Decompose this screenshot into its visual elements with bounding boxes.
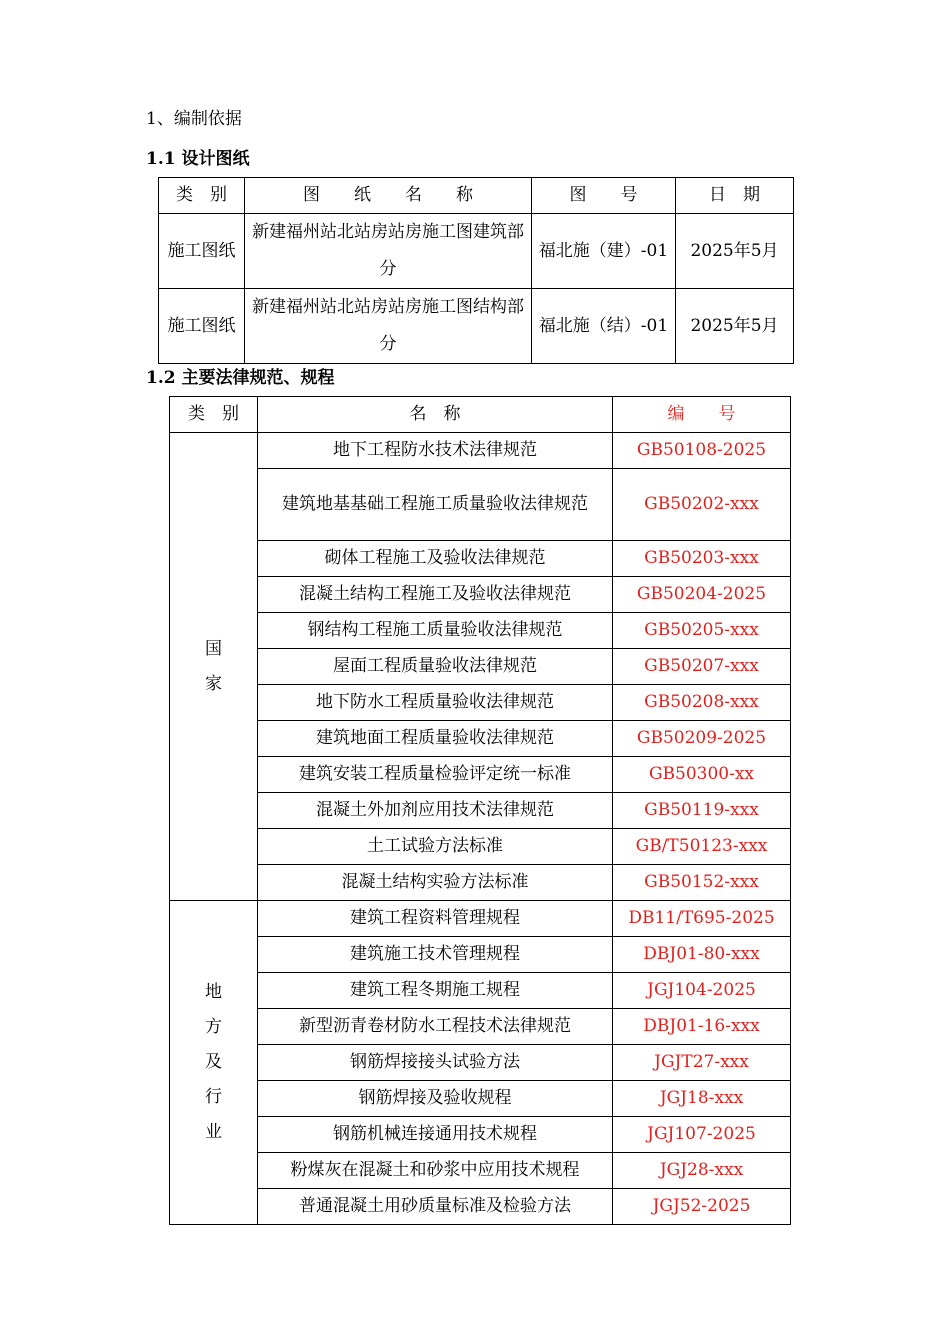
header-category: 类 别 xyxy=(159,178,245,214)
standard-name: 混凝土结构实验方法标准 xyxy=(258,865,613,901)
table-row xyxy=(170,1117,791,1153)
standard-name: 粉煤灰在混凝土和砂浆中应用技术规程 xyxy=(258,1153,613,1189)
standard-code: GB50208-xxx xyxy=(613,685,791,721)
standard-code: JGJ107-2025 xyxy=(613,1117,791,1153)
section-heading: 1、编制依据 xyxy=(146,109,242,129)
table-row xyxy=(170,685,791,721)
standards-title: 1.2 主要法律规范、规程 xyxy=(146,368,335,388)
standard-name: 普通混凝土用砂质量标准及检验方法 xyxy=(258,1189,613,1225)
table-row xyxy=(170,757,791,793)
table-row xyxy=(170,937,791,973)
standard-code: DB11/T695-2025 xyxy=(613,901,791,937)
standards-body xyxy=(170,433,791,1225)
table-row xyxy=(170,613,791,649)
standard-name: 钢筋焊接接头试验方法 xyxy=(258,1045,613,1081)
drawing-number: 福北施（建）-01 xyxy=(532,214,676,289)
header-standard-name: 名 称 xyxy=(258,397,613,433)
drawing-category: 施工图纸 xyxy=(159,214,245,289)
standard-name: 建筑地面工程质量验收法律规范 xyxy=(258,721,613,757)
standard-name: 新型沥青卷材防水工程技术法律规范 xyxy=(258,1009,613,1045)
standard-code: GB50204-2025 xyxy=(613,577,791,613)
standard-code: JGJ28-xxx xyxy=(613,1153,791,1189)
table-header-row xyxy=(159,178,794,214)
standard-name: 钢筋焊接及验收规程 xyxy=(258,1081,613,1117)
standard-code: GB50152-xxx xyxy=(613,865,791,901)
header-drawing-number: 图 号 xyxy=(532,178,676,214)
drawing-date: 2025年5月 xyxy=(676,289,794,364)
standard-name: 地下工程防水技术法律规范 xyxy=(258,433,613,469)
header-drawing-name: 图 纸 名 称 xyxy=(245,178,532,214)
standard-code: DBJ01-16-xxx xyxy=(613,1009,791,1045)
table-row xyxy=(170,1153,791,1189)
drawing-date: 2025年5月 xyxy=(676,214,794,289)
drawing-number: 福北施（结）-01 xyxy=(532,289,676,364)
standard-code: GB50205-xxx xyxy=(613,613,791,649)
table-row xyxy=(170,577,791,613)
table-row xyxy=(170,433,791,469)
standards-table xyxy=(169,396,791,1225)
drawing-name: 新建福州站北站房站房施工图结构部分 xyxy=(245,289,532,364)
table-row xyxy=(170,973,791,1009)
standard-code: JGJ18-xxx xyxy=(613,1081,791,1117)
table-row xyxy=(170,721,791,757)
standard-code: JGJ52-2025 xyxy=(613,1189,791,1225)
standard-code: DBJ01-80-xxx xyxy=(613,937,791,973)
standard-code: GB50202-xxx xyxy=(613,469,791,541)
standard-code: JGJ104-2025 xyxy=(613,973,791,1009)
standard-name: 土工试验方法标准 xyxy=(258,829,613,865)
standard-name: 钢结构工程施工质量验收法律规范 xyxy=(258,613,613,649)
table-row xyxy=(159,214,794,289)
standard-name: 建筑地基基础工程施工质量验收法律规范 xyxy=(258,469,613,541)
standard-name: 混凝土外加剂应用技术法律规范 xyxy=(258,793,613,829)
standard-name: 建筑安装工程质量检验评定统一标准 xyxy=(258,757,613,793)
design-drawings-title: 1.1 设计图纸 xyxy=(146,149,250,169)
standard-name: 地下防水工程质量验收法律规范 xyxy=(258,685,613,721)
standard-name: 混凝土结构工程施工及验收法律规范 xyxy=(258,577,613,613)
standard-code: GB50108-2025 xyxy=(613,433,791,469)
table-header-row xyxy=(170,397,791,433)
drawing-category: 施工图纸 xyxy=(159,289,245,364)
standard-code: GB50209-2025 xyxy=(613,721,791,757)
standard-code: GB50203-xxx xyxy=(613,541,791,577)
table-row xyxy=(170,1045,791,1081)
standard-code: GB/T50123-xxx xyxy=(613,829,791,865)
table-row xyxy=(170,541,791,577)
design-drawings-table xyxy=(158,177,794,364)
standard-name: 建筑工程资料管理规程 xyxy=(258,901,613,937)
table-row xyxy=(170,469,791,541)
standard-code: GB50300-xx xyxy=(613,757,791,793)
table-row xyxy=(170,793,791,829)
header-standard-code: 编 号 xyxy=(613,397,791,433)
table-row xyxy=(170,649,791,685)
drawing-name: 新建福州站北站房站房施工图建筑部分 xyxy=(245,214,532,289)
table-row xyxy=(170,865,791,901)
header-date: 日 期 xyxy=(676,178,794,214)
header-category: 类 别 xyxy=(170,397,258,433)
standard-category: 地 方 及 行 业 xyxy=(170,901,258,1225)
table-row xyxy=(170,901,791,937)
table-row xyxy=(170,1081,791,1117)
standard-name: 砌体工程施工及验收法律规范 xyxy=(258,541,613,577)
standard-category: 国 家 xyxy=(170,433,258,901)
standard-name: 钢筋机械连接通用技术规程 xyxy=(258,1117,613,1153)
table-row xyxy=(170,1009,791,1045)
table-row xyxy=(159,289,794,364)
table-row xyxy=(170,1189,791,1225)
standard-name: 建筑工程冬期施工规程 xyxy=(258,973,613,1009)
standard-code: GB50119-xxx xyxy=(613,793,791,829)
standard-name: 建筑施工技术管理规程 xyxy=(258,937,613,973)
standard-code: GB50207-xxx xyxy=(613,649,791,685)
table-row xyxy=(170,829,791,865)
standard-name: 屋面工程质量验收法律规范 xyxy=(258,649,613,685)
standard-code: JGJT27-xxx xyxy=(613,1045,791,1081)
